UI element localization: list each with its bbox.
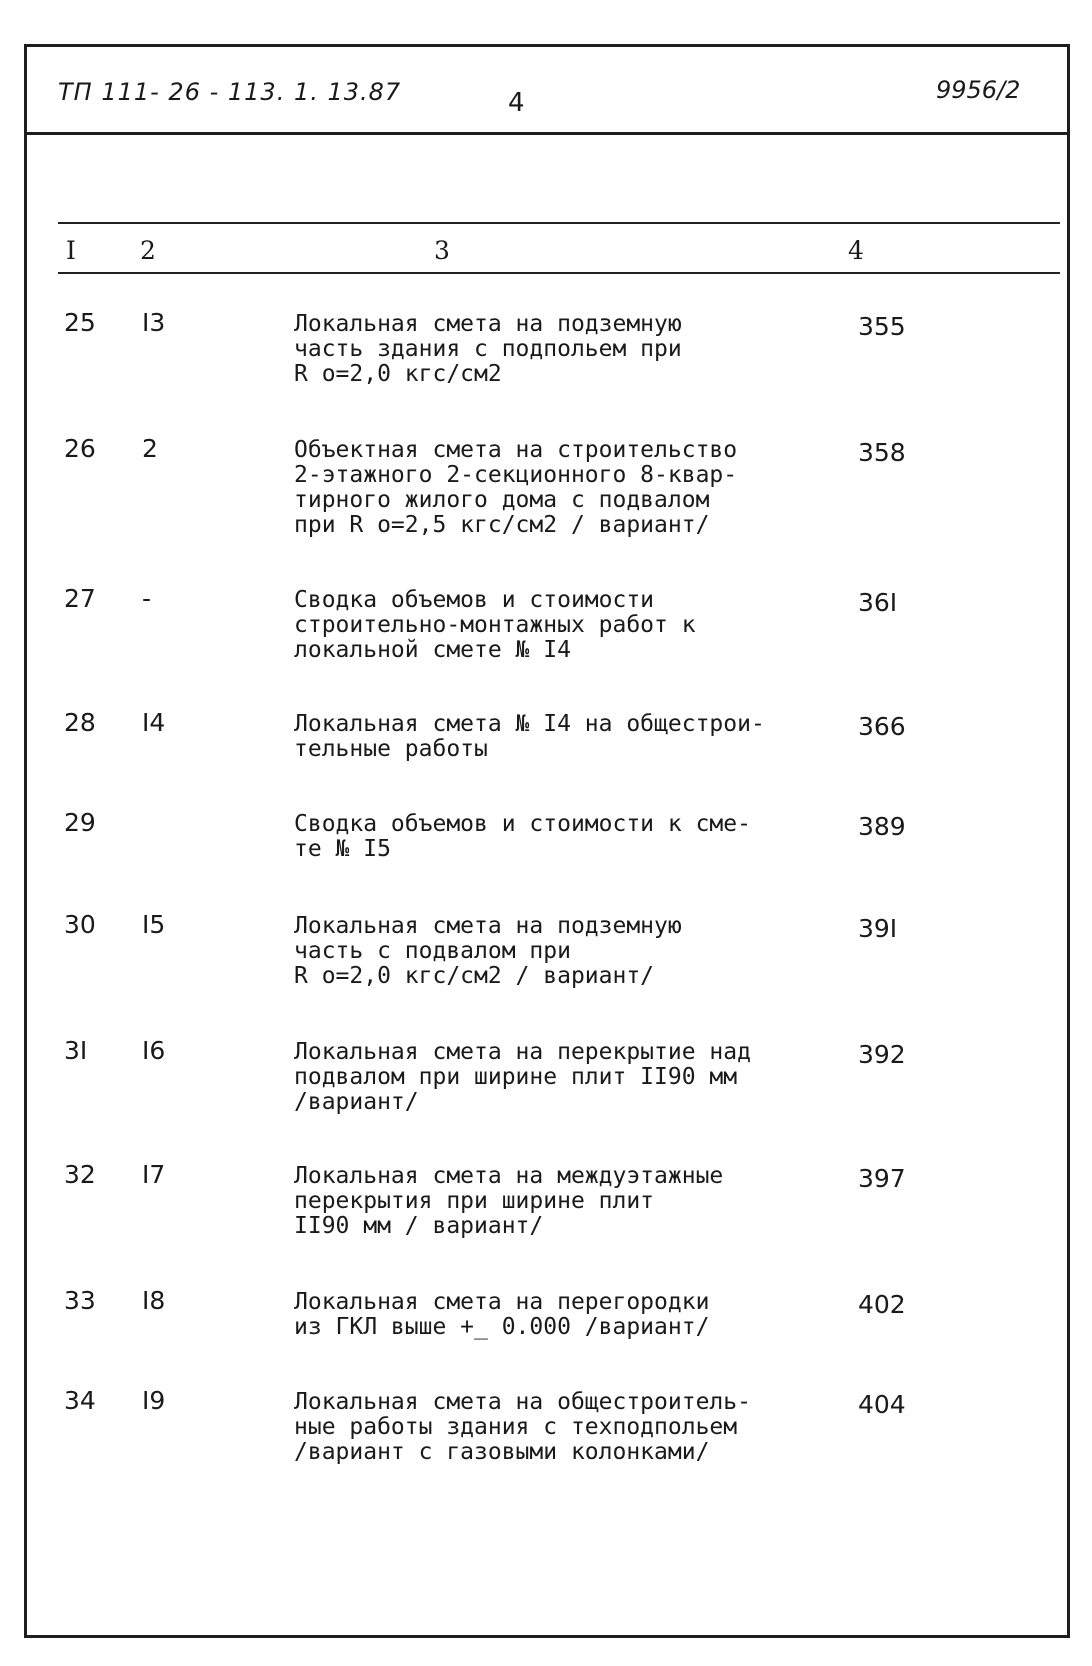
row-reference: 2 <box>142 434 158 463</box>
row-description <box>294 914 834 989</box>
description-line: Локальная смета на подземную <box>294 913 682 939</box>
row-number: 28 <box>64 708 96 737</box>
row-number: 25 <box>64 308 96 337</box>
row-description <box>294 1290 834 1340</box>
row-page: 397 <box>858 1164 906 1193</box>
column-header-4: 4 <box>848 236 864 265</box>
row-page: 389 <box>858 812 906 841</box>
row-description <box>294 1040 834 1115</box>
description-line: Локальная смета на междуэтажные <box>294 1163 724 1189</box>
description-line: Локальная смета на общестроитель- <box>294 1389 751 1415</box>
row-page: 39I <box>858 914 898 943</box>
row-page: 358 <box>858 438 906 467</box>
description-line: тельные работы <box>294 736 488 762</box>
row-description <box>294 1390 834 1465</box>
row-page: 404 <box>858 1390 906 1419</box>
row-description <box>294 1164 834 1239</box>
description-line: часть здания с подпольем при <box>294 336 682 362</box>
description-line: перекрытия при ширине плит <box>294 1188 655 1214</box>
row-reference: I8 <box>142 1286 166 1315</box>
page-number: 4 <box>508 88 525 118</box>
description-line: Объектная смета на строительство <box>294 437 738 463</box>
row-reference: I7 <box>142 1160 166 1189</box>
document-code: ТП 111- 26 - 113. 1. 13.87 <box>58 78 402 106</box>
table-top-rule <box>58 222 1060 224</box>
description-line: часть с подвалом при <box>294 938 571 964</box>
row-number: 27 <box>64 584 96 613</box>
table-header-rule <box>58 272 1060 274</box>
description-line: Локальная смета на перекрытие над <box>294 1039 751 1065</box>
description-line: 2-этажного 2-секционного 8-квар- <box>294 462 738 488</box>
row-number: 30 <box>64 910 96 939</box>
row-reference: I3 <box>142 308 166 337</box>
column-header-1: I <box>66 236 76 265</box>
column-header-3: 3 <box>434 236 450 265</box>
description-line: Сводка объемов и стоимости к сме- <box>294 811 751 837</box>
description-line: /вариант/ <box>294 1089 419 1115</box>
row-description <box>294 588 834 663</box>
description-line: строительно-монтажных работ к <box>294 612 696 638</box>
description-line: из ГКЛ выше +_ 0.000 /вариант/ <box>294 1314 710 1340</box>
row-number: 34 <box>64 1386 96 1415</box>
description-line: Локальная смета на перегородки <box>294 1289 710 1315</box>
sheet-reference: 9956/2 <box>936 76 1021 104</box>
row-reference: - <box>142 584 152 613</box>
row-number: 32 <box>64 1160 96 1189</box>
row-reference: I9 <box>142 1386 166 1415</box>
row-page: 402 <box>858 1290 906 1319</box>
column-header-2: 2 <box>140 236 156 265</box>
row-number: 33 <box>64 1286 96 1315</box>
row-reference: I5 <box>142 910 166 939</box>
row-number: 26 <box>64 434 96 463</box>
header-divider <box>24 132 1070 135</box>
description-line: Сводка объемов и стоимости <box>294 587 655 613</box>
description-line: R о=2,0 кгс/см2 / вариант/ <box>294 963 655 989</box>
row-page: 366 <box>858 712 906 741</box>
row-description <box>294 712 834 762</box>
row-page: 36I <box>858 588 898 617</box>
description-line: II90 мм / вариант/ <box>294 1213 544 1239</box>
description-line: Локальная смета на подземную <box>294 311 682 337</box>
description-line: тирного жилого дома с подвалом <box>294 487 710 513</box>
description-line: ные работы здания с техподпольем <box>294 1414 738 1440</box>
description-line: подвалом при ширине плит II90 мм <box>294 1064 738 1090</box>
description-line: те № I5 <box>294 836 391 862</box>
description-line: Локальная смета № I4 на общестрои- <box>294 711 765 737</box>
description-line: R о=2,0 кгс/см2 <box>294 361 502 387</box>
description-line: локальной смете № I4 <box>294 637 571 663</box>
row-page: 392 <box>858 1040 906 1069</box>
description-line: при R о=2,5 кгс/см2 / вариант/ <box>294 512 710 538</box>
row-reference: I6 <box>142 1036 166 1065</box>
row-description <box>294 312 834 387</box>
description-line: /вариант с газовыми колонками/ <box>294 1439 710 1465</box>
row-page: 355 <box>858 312 906 341</box>
row-description <box>294 812 834 862</box>
row-number: 3I <box>64 1036 88 1065</box>
row-description <box>294 438 834 538</box>
row-reference: I4 <box>142 708 166 737</box>
row-number: 29 <box>64 808 96 837</box>
